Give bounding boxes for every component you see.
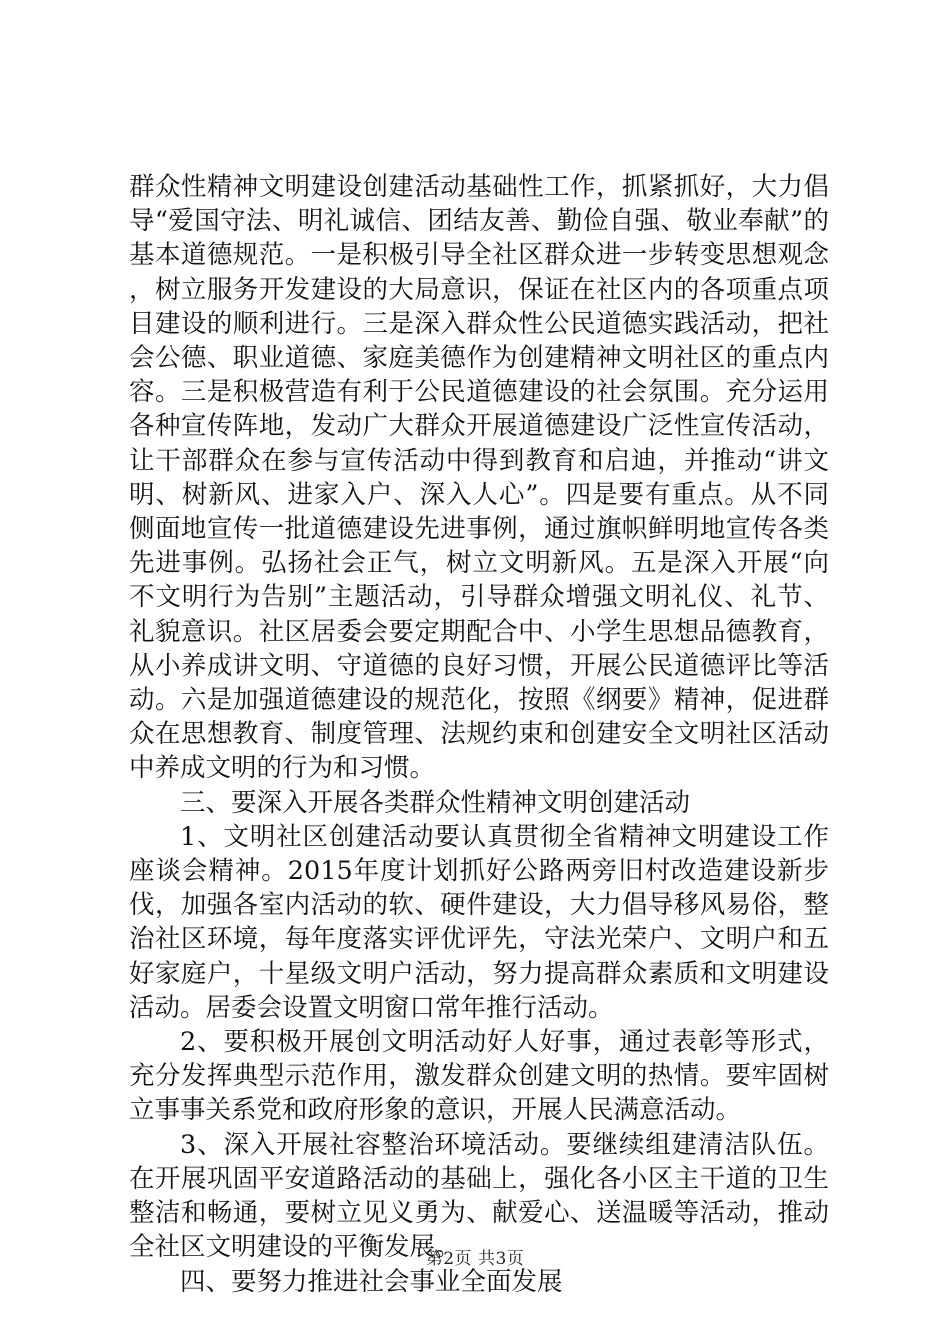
section-heading-four: 四、要努力推进社会事业全面发展 [180, 1266, 563, 1297]
paragraph-item-2: 2、要积极开展创文明活动好人好事，通过表彰等形式，充分发挥典型示范作用，激发群众创建文明的热情。要牢固树立事事关系党和政府形象的意识，开展人民满意活动。 [129, 1027, 829, 1126]
paragraph-item-3: 3、深入开展社容整治环境活动。要继续组建清洁队伍。在开展巩固平安道路活动的基础上，强化各小区主干道的卫生整洁和畅通，要树立见义勇为、献爱心、送温暖等活动，推动全社区文明建设的平衡发展。 [129, 1129, 829, 1263]
paragraph-moral-construction: 群众性精神文明建设创建活动基础性工作，抓紧抓好，大力倡导“爱国守法、明礼诚信、团结友善、勤俭自强、敬业奉献”的基本道德规范。一是积极引导全社区群众进一步转变思想观念，树立服务开发建设的大局意识，保证在社区内的各项重点项目建设的顺利进行。三是深入群众性公民道德实践活动，把社会公德、职业道德、家庭美德作为创建精神文明社区的重点内容。三是积极营造有利于公民道德建设的社会氛围。充分运用各种宣传阵地，发动广大群众开展道德建设广泛性宣传活动，让干部群众在参与宣传活动中得到教育和启迪，并推动“讲文明、树新风、进家入户、深入人心”。四是要有重点。从不同侧面地宣传一批道德建设先进事例，通过旗帜鲜明地宣传各类先进事例。弘扬社会正气，树立文明新风。五是深入开展“向不文明行为告别”主题活动，引导群众增强文明礼仪、礼节、礼貌意识。社区居委会要定期配合中、小学生思想品德教育，从小养成讲文明、守道德的良好习惯，开展公民道德评比等活动。六是加强道德建设的规范化，按照《纲要》精神，促进群众在思想教育、制度管理、法规约束和创建安全文明社区活动中养成文明的行为和习惯。 [129, 172, 829, 784]
document-body [129, 170, 829, 1299]
section-heading-three: 三、要深入开展各类群众性精神文明创建活动 [180, 787, 691, 818]
page-number-footer: 第2页 共3页 [425, 1249, 525, 1269]
paragraph-item-1: 1、文明社区创建活动要认真贯彻全省精神文明建设工作座谈会精神。2015年度计划抓好公路两旁旧村改造建设新步伐，加强各室内活动的软、硬件建设，大力倡导移风易俗，整治社区环境，每年度落实评优评先，守法光荣户、文明户和五好家庭户，十星级文明户活动，努力提高群众素质和文明建设活动。居委会设置文明窗口常年推行活动。 [129, 821, 829, 1023]
